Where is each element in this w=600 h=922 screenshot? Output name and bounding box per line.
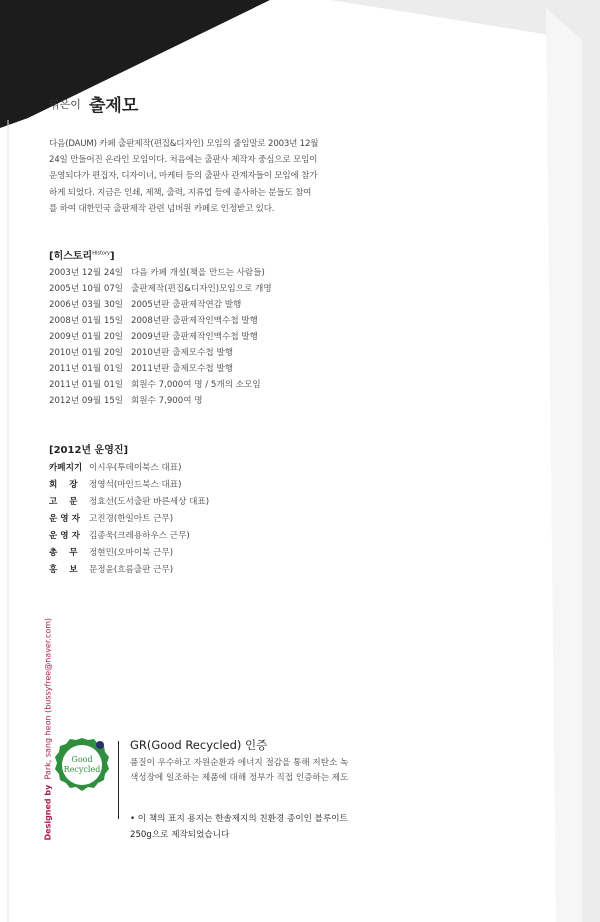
history-item: 2011년 01월 01일 2011년판 출제모수첩 발행 — [49, 364, 234, 374]
logo-dot-icon — [96, 741, 104, 749]
staff-item: 총 무 정현민(오마이북 근무) — [49, 548, 174, 558]
history-title: [히스토리$^{History}$] — [49, 250, 115, 262]
staff-item: 홍 보 문정윤(흐름출판 근무) — [49, 565, 174, 575]
staff-title: [2012년 운영진] — [49, 445, 129, 456]
intro-paragraph: 다음(DAUM) 카페 출판제작(편집&디자인) 모임의 줄임말로 2003년 12월 24일 만들어진 온라인 모임이다. 처음에는 출판사 제작자 중심으로 모임이 운영되다가 편집자, 디자이너, 마케터 등의 출판사 관계자들이 모임에 참가하게 되었다. 지금은 인쇄, 제책, 출력, 지류업 등에 종사하는 분들도 참여를 하여 대한민국 출판제작 관련 넘버원 카페로 인정받고 있다. — [49, 139, 319, 214]
editor-name: 출제모 — [89, 96, 139, 116]
history-item: 2011년 01월 01일 회원수 7,000여 명 / 5개의 소모임 — [49, 380, 261, 390]
editor-label: 엮은이 — [49, 98, 81, 111]
staff-item: 고 문 정효선(도서출판 바른세상 대표) — [49, 497, 210, 507]
history-item: 2009년 01월 20일 2009년판 출판제작인맥수첩 발행 — [49, 332, 258, 342]
history-item: 2008년 01월 15일 2008년판 출판제작인맥수첩 발행 — [49, 316, 258, 326]
history-item: 2010년 01월 20일 2010년판 출제모수첩 발행 — [49, 348, 234, 358]
gr-title: GR(Good Recycled) 인증 — [130, 738, 268, 752]
history-item: 2012년 09월 15일 회원수 7,900여 명 — [49, 396, 203, 406]
good-recycled-logo — [52, 735, 112, 795]
history-item: 2003년 12월 24일 다음 카페 개설(책을 만드는 사람들) — [49, 268, 265, 278]
staff-item: 운 영 자 고진경(한일아트 근무) — [49, 514, 174, 524]
logo-text-recycled: Recycled — [63, 765, 101, 774]
staff-item: 회 장 정영석(마인드북스 대표) — [49, 480, 182, 490]
history-item: 2006년 03월 30일 2005년판 출판제작연감 발행 — [49, 300, 242, 310]
gr-paper-note: • 이 책의 표지 용지는 한솔제지의 친환경 종이인 블루이트 250g으로 제작되었습니다 — [130, 814, 348, 840]
designer-credit: Designed by Park, sang heon (bussyfree@naver.com) — [43, 617, 53, 841]
gr-divider — [118, 741, 119, 819]
staff-item: 카페지기 이시우(투데이북스 대표) — [49, 463, 182, 473]
gr-description: 품질이 우수하고 자원순환과 에너지 절감을 통해 저탄소 녹색성장에 일조하는 제품에 대해 정부가 직접 인증하는 제도 — [130, 758, 349, 783]
logo-text-good: Good — [71, 755, 93, 764]
staff-item: 운 영 자 김종욱(크레용하우스 근무) — [49, 531, 190, 541]
history-item: 2005년 10월 07일 출판제작(편집&디자인)모임으로 개명 — [49, 284, 272, 294]
